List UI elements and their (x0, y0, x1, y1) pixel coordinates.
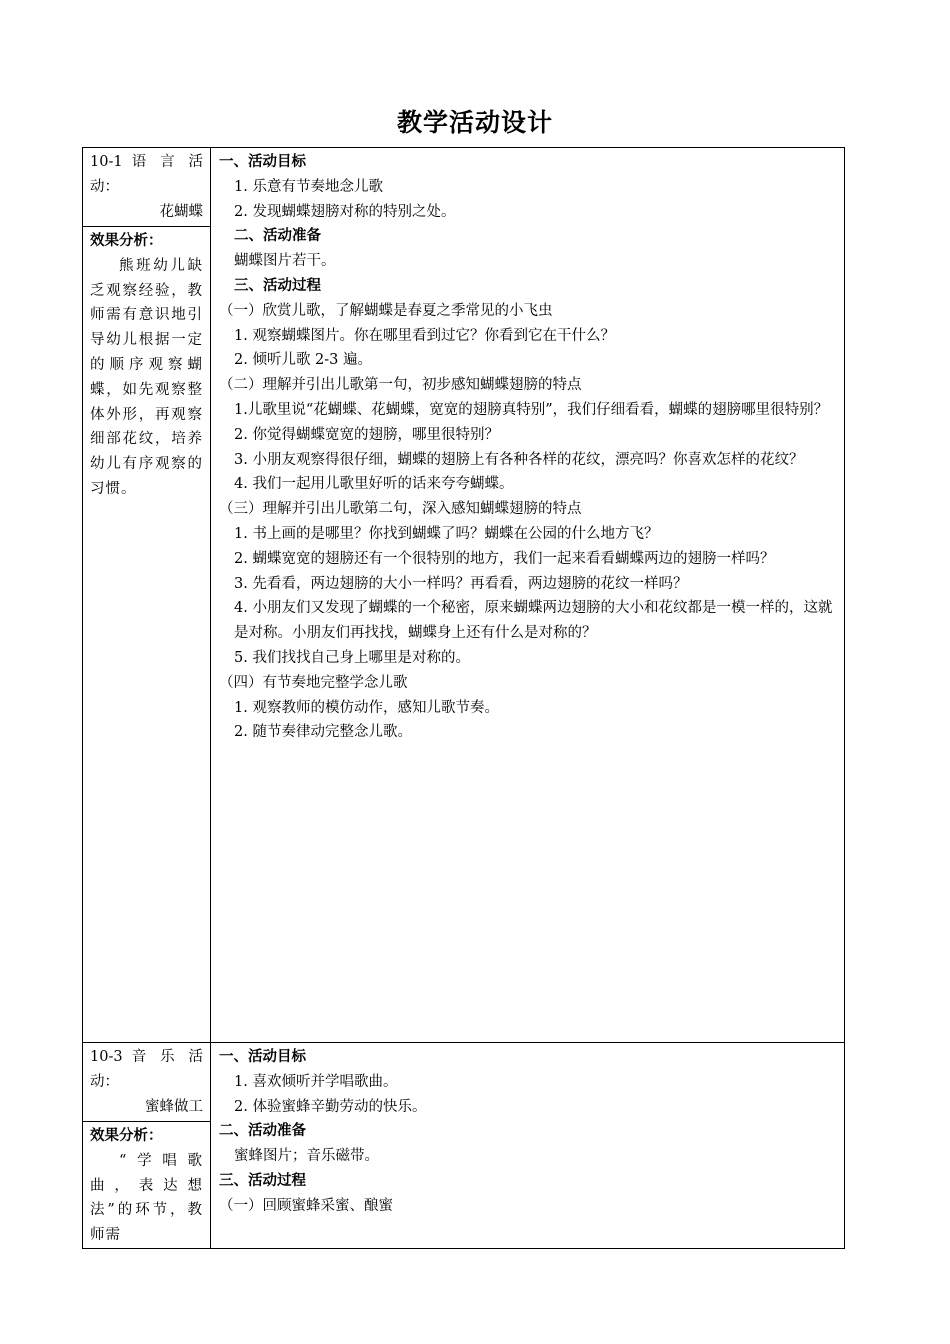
analysis-text: “学唱歌曲，表达想法”的环节，教师需 (90, 1152, 203, 1244)
content-line: 2. 蝴蝶宽宽的翅膀还有一个很特别的地方，我们一起来看看蝴蝶两边的翅膀一样吗？ (234, 550, 775, 567)
content-line: 1. 观察蝴蝶图片。你在哪里看到过它？你看到它在干什么？ (234, 327, 615, 344)
analysis-heading: 效果分析： (90, 1128, 163, 1144)
content-line: （一）欣赏儿歌，了解蝴蝶是春夏之季常见的小飞虫 (219, 302, 553, 319)
analysis-heading: 效果分析： (90, 233, 163, 249)
analysis-text: 熊班幼儿缺乏观察经验，教师需有意识地引导幼儿根据一定的顺序观察蝴蝶，如先观察整体外形，再观察细部花纹，培养幼儿有序观察的习惯。 (90, 257, 203, 497)
content-line: （一）回顾蜜蜂采蜜、酿蜜 (219, 1197, 393, 1214)
content-line: 1. 乐意有节奏地念儿歌 (234, 178, 383, 195)
section-heading: 三、活动过程 (219, 1172, 306, 1189)
activity-lines (219, 1045, 838, 1219)
content-line: （二）理解并引出儿歌第一句，初步感知蝴蝶翅膀的特点 (219, 377, 582, 394)
section-heading: 三、活动过程 (234, 277, 321, 294)
activity-id: 10-1 语 言 活 (90, 154, 203, 170)
activity-header-cell (83, 148, 211, 227)
activity-lines (219, 150, 838, 745)
activity-name: 蜜蜂做工 (145, 1098, 203, 1115)
content-line: 2. 体验蜜蜂辛勤劳动的快乐。 (234, 1098, 427, 1115)
content-line: 2. 随节奏律动完整念儿歌。 (234, 724, 412, 741)
content-line: 1.儿歌里说“花蝴蝶、花蝴蝶，宽宽的翅膀真特别”，我们仔细看看，蝴蝶的翅膀哪里很特别？ (234, 401, 829, 418)
section-heading: 一、活动目标 (219, 154, 306, 170)
activity-id-suffix: 动： (90, 1073, 119, 1090)
content-line: 1. 书上画的是哪里？你找到蝴蝶了吗？蝴蝶在公园的什么地方飞？ (234, 525, 659, 542)
activity-name: 花蝴蝶 (159, 203, 203, 220)
content-line: 5. 我们找找自己身上哪里是对称的。 (234, 649, 470, 666)
activity-header-cell (83, 1043, 211, 1122)
content-line: （四）有节奏地完整学念儿歌 (219, 674, 408, 691)
content-line: 1. 喜欢倾听并学唱歌曲。 (234, 1073, 398, 1090)
activity-id: 10-3 音 乐 活 (90, 1049, 203, 1065)
activity-content-cell (211, 148, 845, 1043)
activity-id-suffix: 动： (90, 178, 119, 195)
section-heading: 二、活动准备 (219, 1123, 306, 1140)
analysis-cell (83, 227, 211, 1043)
page-title: 教学活动设计 (396, 108, 553, 137)
activity-table (82, 147, 845, 1249)
section-heading: 一、活动目标 (219, 1049, 306, 1065)
content-line: （三）理解并引出儿歌第二句，深入感知蝴蝶翅膀的特点 (219, 501, 582, 518)
analysis-cell (83, 1122, 211, 1249)
content-line: 2. 发现蝴蝶翅膀对称的特别之处。 (234, 203, 456, 220)
content-line: 4. 我们一起用儿歌里好听的话来夸夸蝴蝶。 (234, 476, 514, 493)
content-line: 4. 小朋友们又发现了蝴蝶的一个秘密，原来蝴蝶两边翅膀的大小和花纹都是一模一样的，这就是对称。小朋友们再找找，蝴蝶身上还有什么是对称的？ (234, 600, 833, 642)
content-line: 1. 观察教师的模仿动作，感知儿歌节奏。 (234, 699, 499, 716)
content-line: 3. 小朋友观察得很仔细，蝴蝶的翅膀上有各种各样的花纹，漂亮吗？你喜欢怎样的花纹？ (234, 451, 804, 468)
content-line: 蝴蝶图片若干。 (234, 253, 336, 270)
activity-content-cell (211, 1043, 845, 1249)
content-line: 2. 你觉得蝴蝶宽宽的翅膀，哪里很特别？ (234, 426, 499, 443)
content-line: 3. 先看看，两边翅膀的大小一样吗？再看看，两边翅膀的花纹一样吗？ (234, 575, 688, 592)
section-heading: 二、活动准备 (234, 228, 321, 245)
content-line: 2. 倾听儿歌 2-3 遍。 (234, 352, 373, 369)
content-line: 蜜蜂图片；音乐磁带。 (234, 1148, 379, 1165)
